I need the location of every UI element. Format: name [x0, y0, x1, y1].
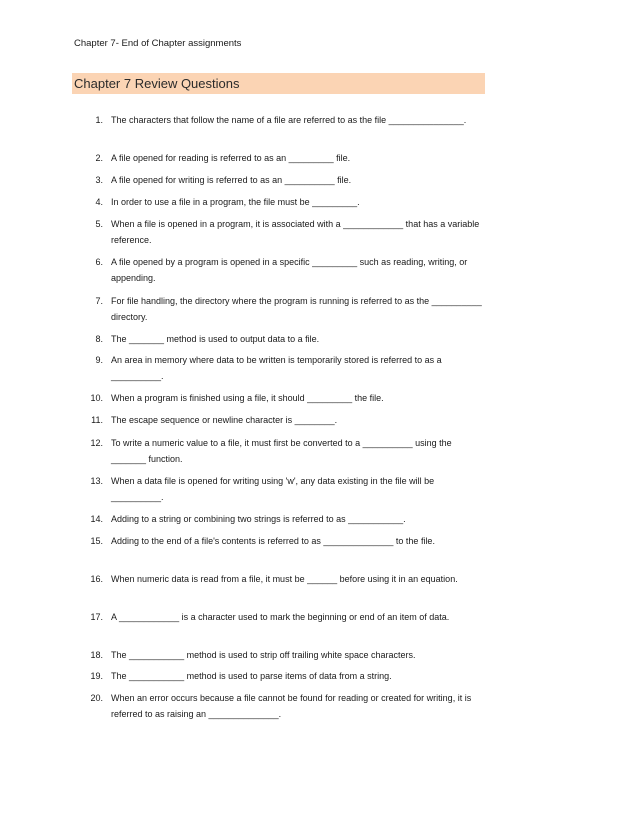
question-number: 9. [95, 355, 103, 365]
question-number: 6. [95, 257, 103, 267]
question-text: Adding to the end of a file's contents is referred to as ______________ to the file. [111, 536, 435, 546]
question-number: 16. [90, 574, 103, 584]
question-item [89, 293, 484, 325]
question-number: 17. [90, 612, 103, 622]
question-text: A file opened for reading is referred to as an _________ file. [111, 153, 351, 163]
question-item [89, 194, 484, 210]
question-number: 11. [91, 415, 103, 425]
question-item [89, 150, 484, 166]
question-text: The ___________ method is used to parse items of data from a string. [111, 671, 392, 681]
question-number: 5. [95, 219, 103, 229]
question-item [89, 647, 484, 663]
question-number: 1. [95, 115, 103, 125]
question-item [89, 668, 484, 684]
question-item [89, 352, 484, 384]
question-number: 19. [90, 671, 103, 681]
question-text: A file opened for writing is referred to as an __________ file. [111, 175, 352, 185]
question-item [89, 609, 484, 625]
question-text: A ____________ is a character used to mark the beginning or end of an item of data. [111, 612, 450, 622]
question-number: 15. [90, 536, 103, 546]
question-text: For file handling, the directory where the program is running is referred to as the __________ directory. [111, 296, 482, 322]
question-number: 20. [90, 693, 103, 703]
question-number: 18. [90, 650, 103, 660]
question-item [89, 412, 484, 428]
question-number: 14. [90, 514, 103, 524]
question-item [89, 511, 484, 527]
question-text: When a file is opened in a program, it is associated with a ____________ that has a variable reference. [111, 219, 480, 245]
question-text: A file opened by a program is opened in a specific _________ such as reading, writing, or appending. [111, 257, 468, 283]
question-item [89, 254, 484, 286]
question-text: The characters that follow the name of a file are referred to as the file _______________. [111, 115, 467, 125]
page-header: Chapter 7- End of Chapter assignments [74, 38, 242, 49]
question-number: 12. [90, 438, 103, 448]
question-text: When an error occurs because a file cannot be found for reading or created for writing, it is referred to as raising an ______________. [111, 693, 472, 719]
question-item [89, 533, 484, 549]
question-number: 4. [95, 197, 103, 207]
question-number: 8. [95, 334, 103, 344]
question-number: 10. [90, 393, 103, 403]
question-text: When numeric data is read from a file, it must be ______ before using it in an equation. [111, 574, 458, 584]
question-item [89, 390, 484, 406]
question-number: 13. [90, 476, 103, 486]
question-item [89, 690, 484, 722]
question-number: 7. [95, 296, 103, 306]
question-text: In order to use a file in a program, the file must be _________. [111, 197, 360, 207]
question-text: When a data file is opened for writing using 'w', any data existing in the file will be __________. [111, 476, 435, 502]
question-text: Adding to a string or combining two strings is referred to as ___________. [111, 514, 406, 524]
question-text: To write a numeric value to a file, it must first be converted to a __________ using the _______ function. [111, 438, 452, 464]
question-number: 3. [95, 175, 103, 185]
question-item [89, 172, 484, 188]
question-text: The _______ method is used to output data to a file. [111, 334, 320, 344]
question-item [89, 435, 484, 467]
question-item [89, 571, 484, 587]
question-text: When a program is finished using a file, it should _________ the file. [111, 393, 384, 403]
question-text: An area in memory where data to be written is temporarily stored is referred to as a __________. [111, 355, 442, 381]
question-text: The ___________ method is used to strip off trailing white space characters. [111, 650, 416, 660]
question-item [89, 112, 484, 128]
question-item [89, 473, 484, 505]
section-title: Chapter 7 Review Questions [72, 73, 485, 94]
question-item [89, 216, 484, 248]
question-number: 2. [95, 153, 103, 163]
question-item [89, 331, 484, 347]
question-text: The escape sequence or newline character is ________. [111, 415, 338, 425]
